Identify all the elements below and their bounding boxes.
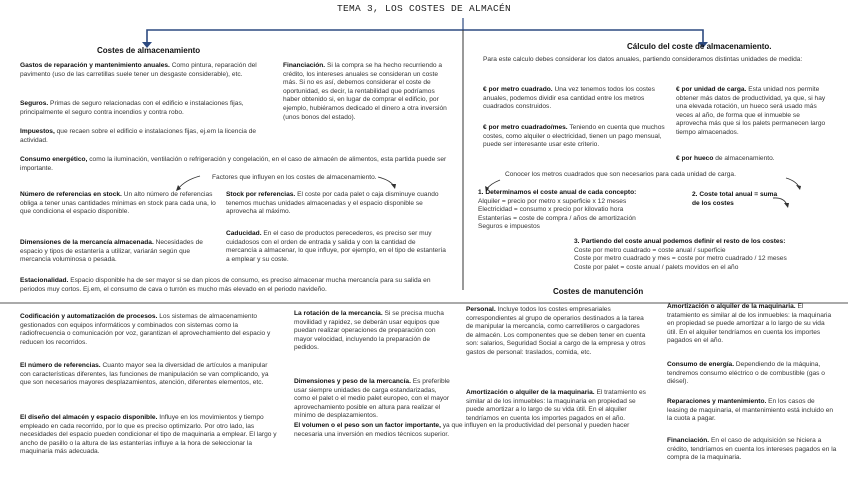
stock-por-referencias: Stock por referencias. El coste por cada palet o caja disminuye cuando tenemos muchas unidades almacenadas y el espacio disponible se aprovecha al máximo. [226,191,439,216]
rotacion-mercancia: La rotación de la mercancía. Si se precisa mucha movilidad y rapidez, se deberán usar equipos que puedan realizar operaciones de preparación con mayor velocidad, incluyendo la preparación de pedidos. [294,310,444,352]
conocer-metros-label: Conocer los metros cuadrados que son necesarios para cada unidad de carga. [505,171,736,178]
euro-metro-cuadrado-mes: € por metro cuadrado/mes. Teniendo en cuenta que muchos costes, como alquiler o electricidad, tienen un pago mensual, puede ser interesante usar este criterio. [483,124,665,149]
financiacion-maquinaria: Financiación. En el caso de adquisición se hiciera a crédito, tendríamos en cuenta los intereses pagados en la compra de la maquinaria. [667,437,837,462]
costes-manutencion-heading: Costes de manutención [553,287,644,296]
factores-label: Factores que influyen en los costes de almacenamiento. [212,174,377,181]
consumo-energetico: Consumo energético, como la iluminación, ventilación o refrigeración y congelación, en el caso de almacén de alimentos, esta partida puede ser importante. [20,156,447,172]
dimensiones-mercancia: Dimensiones de la mercancía almacenada. Necesidades de espacio y tipos de estantería a utilizar, variarán según que mercancía voluminosa o pesada. [20,239,203,264]
diseno-almacen: El diseño del almacén y espacio disponible. Influye en los movimientos y tiempo empleado en cada recorrido, por lo que es preciso optimizarlo. Por otro lado, las necesidades del espacio pueden condicionar el tipo de maquinaria a emplear. El largo y ancho de pasillo o la altura de las estanterías influye a la hora de seleccionar la maquinaria más adecuada. [20,414,277,456]
amortizacion-maquinaria-1: Amortización o alquiler de la maquinaria. El tratamiento es similar al de los inmuebles: la maquinaria en propiedad se puede amortizar a lo largo de su vida útil. En el alquiler tendríamos en cuenta los importes pagados en el año. [466,389,646,422]
volumen-peso: El volumen o el peso son un factor importante, ya que influyen en la productividad del personal y pueden hacer necesaria una inversión en medios técnicos superior. [294,422,630,438]
codificacion-automatizacion: Codificación y automatización de procesos. Los sistemas de almacenamiento gestionados con equipos informáticos y combinados con sistemas como la radiofrecuencia o comunicación por voz, garantizan el aprovechamiento del espacio y reducen los recorridos. [20,313,271,346]
step2: 2. Coste total anual = suma de los costes [692,191,778,207]
caducidad: Caducidad. En el caso de productos perecederos, es preciso ser muy cuidadosos con el orden de entrada y salida y con la cantidad de mercancía a almacenar, lo que influye, por ejemplo, en el tipo de estantería a emplear y su coste. [226,230,446,263]
estacionalidad: Estacionalidad. Espacio disponible ha de ser mayor si se dan picos de consumo, es preciso almacenar mucha mercancía para su salida en periodos muy cortos. Ej.em, el consumo de cava o turrón es mucho más elevado en el periodo navideño. [20,277,431,293]
personal: Personal. Incluye todos los costes empresariales correspondientes al grupo de operarios destinados a la tarea de manipular la mercancía, como carretilleros o cargadores de almacén. Los componentes que se deben tener en cuenta son: salarios, Seguridad Social a cargo de la empresa y otros gastos de personal: traslados, comida, etc. [466,306,646,356]
reparaciones-mantenimiento: Reparaciones y mantenimiento. En los casos de leasing de maquinaria, el mantenimiento está incluido en la cuota a pagar. [667,398,834,423]
numero-referencias-stock: Número de referencias en stock. Un alto número de referencias obliga a tener unas cantidades mínimas en stock para cada una, lo que condiciona el espacio disponible. [20,191,216,216]
step1: 1. Determinamos el coste anual de cada concepto: Alquiler = precio por metro x superficie x 12 meses Electricidad = consumo x precio por kilovatio hora Estanterías = coste de compra / años de amortización Seguros e impuestos [478,189,637,231]
financiacion: Financiación. Si la compra se ha hecho recurriendo a crédito, los intereses anuales se consideran un coste más. Si no es así, debemos considerar el coste de oportunidad, es decir, la rentabilidad que podríamos haber obtenido si, en lugar de comprar el edificio, por ejemplo, hubiéramos dedicado el dinero a otra inversión (unos bonos del estado). [283,62,447,121]
impuestos: Impuestos, que recaen sobre el edificio e instalaciones fijas, ej.em la licencia de actividad. [20,128,257,144]
factores-left-arrow [178,176,200,189]
dimensiones-peso: Dimensiones y peso de la mercancía. Es preferible usar siempre unidades de carga estandarizadas, como el palet o el medio palet europeo, con el mayor aprovechamiento posible en altura para realizar el mínimo de desplazamientos. [294,378,450,420]
page-title: TEMA 3, LOS COSTES DE ALMACÉN [336,3,512,14]
amortizacion-maquinaria-2: Amortización o alquiler de la maquinaria. El tratamiento es similar al de los inmuebles: la maquinaria en propiedad se puede amortizar a lo largo de su vida útil. En el alquiler tendríamos en cuenta los importes pagados en el año. [667,303,832,345]
seguros: Seguros. Primas de seguro relacionadas con el edificio e instalaciones fijas, principalmente el seguro contra incendios y contra robo. [20,100,244,116]
step3: 3. Partiendo del coste anual podemos definir el resto de los costes: Coste por metro cuadrado = coste anual / superficie Coste por metro cuadrado y mes = coste por metro cuadrado / 12 meses Coste por palet = coste anual / palets movidos en el año [574,238,787,271]
top-bracket [147,30,703,44]
euro-hueco: € por hueco de almacenamiento. [676,155,775,162]
gastos-reparacion: Gastos de reparación y mantenimiento anuales. Como pintura, reparación del pavimento (uso de las carretillas suele tener un desgaste considerable), etc. [20,62,257,78]
conocer-left-arrow [487,180,500,189]
calculo-coste-heading: Cálculo del coste de almacenamiento. [627,42,772,51]
numero-referencias: El número de referencias. Cuanto mayor sea la diversidad de artículos a manipular con características diferentes, las funciones de manipulación se van complicando, ya que son necesarios mayores desplazamientos, atención, diferentes elementos, etc. [20,362,269,387]
euro-metro-cuadrado: € por metro cuadrado. Una vez tenemos todos los costes anuales, podemos dividir esa cantidad entre los metros cuadrados construidos. [483,86,655,111]
consumo-energia: Consumo de energía. Dependiendo de la máquina, tendremos consumo eléctrico o de combustible (gas o diésel). [667,361,825,386]
costes-almacenamiento-heading: Costes de almacenamiento [97,46,201,55]
calculo-intro: Para este calculo debes considerar los datos anuales, partiendo consideramos distintas unidades de medida: [483,56,803,63]
euro-unidad-carga: € por unidad de carga. Esta unidad nos permite obtener más datos de productividad, ya que, si hay una elevada rotación, un hueco será usado más veces al año, de forma que el inmueble se aprovecha más que si los palets permanecen largo tiempo almacenados. [676,86,826,136]
